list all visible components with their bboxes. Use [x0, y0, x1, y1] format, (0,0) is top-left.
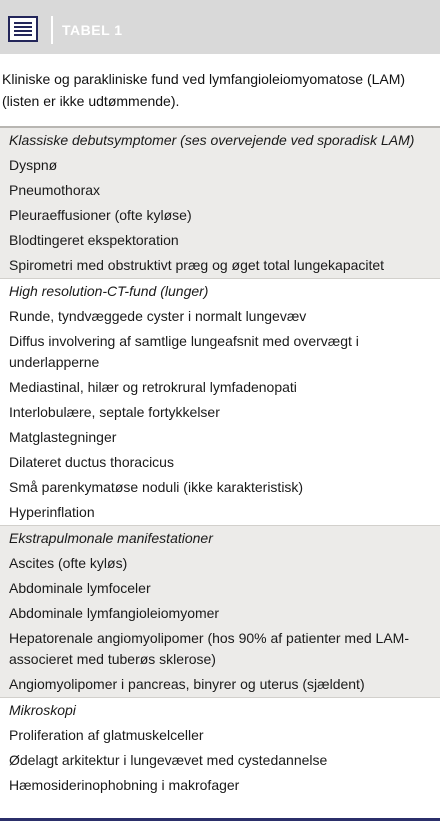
table-row: Dyspnø: [9, 157, 58, 173]
table-row: Matglastegninger: [9, 429, 117, 445]
section-heading: Mikroskopi: [9, 702, 76, 718]
table-row: Ascites (ofte kyløs): [9, 555, 128, 571]
table-header-band: [0, 0, 440, 54]
table-row: Hepatorenale angiomyolipomer (hos 90% af patienter med LAM-associeret med tuberøs sklerose): [9, 630, 409, 667]
findings-table: [0, 126, 440, 798]
table-title: TABEL 1: [62, 22, 123, 38]
table-row: Angiomyolipomer i pancreas, binyrer og uterus (sjældent): [9, 676, 365, 692]
table-row: Små parenkymatøse noduli (ikke karakteristisk): [9, 479, 304, 495]
table-row: Spirometri med obstruktivt præg og øget total lungekapacitet: [9, 257, 385, 273]
table-row: Proliferation af glatmuskelceller: [9, 727, 204, 743]
table-row: Runde, tyndvæggede cyster i normalt lungevæv: [9, 308, 307, 324]
table-row: Pleuraeffusioner (ofte kyløse): [9, 207, 192, 223]
table-section: [0, 278, 440, 525]
header-separator: [51, 16, 53, 44]
table-section: [0, 126, 440, 278]
document-list-icon: [8, 16, 38, 42]
table-row: Hæmosiderinophobning i makrofager: [9, 777, 240, 793]
table-section: [0, 525, 440, 697]
table-row: Abdominale lymfangioleiomyomer: [9, 605, 220, 621]
table-row: Pneumothorax: [9, 182, 101, 198]
table-row: Mediastinal, hilær og retrokrural lymfadenopati: [9, 379, 297, 395]
table-row: Blodtingeret ekspektoration: [9, 232, 179, 248]
table-section: [0, 697, 440, 798]
table-caption: Kliniske og parakliniske fund ved lymfangioleiomyomatose (LAM) (listen er ikke udtømmende).: [2, 71, 406, 109]
table-row: Diffus involvering af samtlige lungeafsnit med overvægt i underlapperne: [9, 333, 359, 370]
section-heading: Ekstrapulmonale manifestationer: [9, 530, 213, 546]
table-row: Interlobulære, septale fortykkelser: [9, 404, 220, 420]
section-heading: Klassiske debutsymptomer (ses overvejende ved sporadisk LAM): [9, 132, 415, 148]
table-row: Ødelagt arkitektur i lungevævet med cystedannelse: [9, 752, 328, 768]
table-row: Hyperinflation: [9, 504, 95, 520]
table-row: Abdominale lymfoceler: [9, 580, 151, 596]
section-heading: High resolution-CT-fund (lunger): [9, 283, 209, 299]
bottom-rule: [0, 818, 440, 821]
table-row: Dilateret ductus thoracicus: [9, 454, 174, 470]
